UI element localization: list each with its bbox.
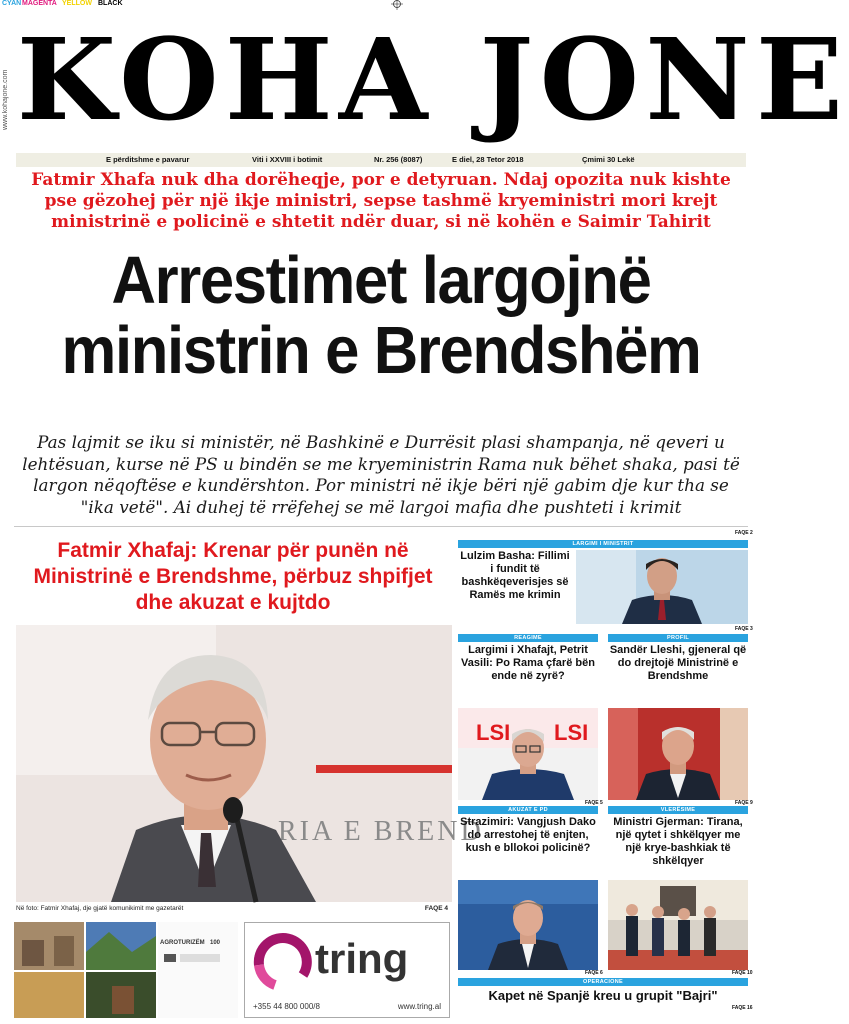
- tring-website: www.tring.al: [397, 1002, 441, 1011]
- issue-volume: Viti i XXVIII i botimit: [252, 155, 323, 164]
- issue-number: Nr. 256 (8087): [374, 155, 423, 164]
- sidebar-col-left-2-label: AKUZAT E PD: [458, 806, 598, 814]
- tring-phone: +355 44 800 000/8: [253, 1002, 320, 1011]
- sidebar-col-left-1-title[interactable]: Largimi i Xhafajt, Petrit Vasili: Po Rama çfarë bën ende në zyrë?: [461, 644, 595, 682]
- sidebar-col-right-2-page: FAQE 10: [732, 970, 753, 976]
- caption-page-number: FAQE 4: [424, 905, 448, 912]
- main-headline[interactable]: [36, 243, 726, 388]
- sidebar-col-right-2-label: VLERËSIME: [608, 806, 748, 814]
- sidebar-col-right-1-label: PROFIL: [608, 634, 748, 642]
- sidebar-top-page: FAQE 3: [735, 626, 753, 632]
- sidebar-bottom-page: FAQE 16: [732, 1005, 753, 1011]
- main-headline-line-1: Arrestimet largojnë: [111, 243, 651, 318]
- sidebar-col-right-2-title[interactable]: Ministri Gjerman: Tirana, një qytet i shkëlqyer me një krye-bashkiak të shkëlqyer: [613, 816, 743, 867]
- sidebar-col-left-1-photo[interactable]: [458, 708, 598, 800]
- sidebar-col-right-1-page: FAQE 9: [735, 800, 753, 806]
- sidebar-col-left-2-photo[interactable]: [458, 880, 598, 970]
- color-label-yellow: YELLOW: [62, 0, 92, 7]
- collage-illustration: [14, 922, 238, 1018]
- sidebar-col-left-2-title[interactable]: Strazimiri: Vangjush Dako do arrestohej të enjten, kush e bllokoi policinë?: [460, 816, 596, 854]
- sidebar-col-left-2-page: FAQE 6: [585, 970, 603, 976]
- lsi-sign-text: LSI: [476, 720, 511, 745]
- red-lead-text: Fatmir Xhafa nuk dha dorëheqje, por e detyruan. Ndaj opozita nuk kishte pse gëzohej për një ikje ministri, sepse tashmë kryeministri mori krejt ministrinë e policinë e shtetit ndër duar, si në kohën e Saimir Tahirit: [31, 170, 731, 232]
- dako-portrait-illustration: [458, 880, 598, 970]
- registration-mark-icon: [391, 0, 403, 10]
- main-story-deck: Pas lajmit se iku si ministër, në Bashkinë e Durrësit plasi shampanja, në qeveri u lehtësuan, kurse në PS u bindën se me kryeministrin Rama nuk bëhet shaka, pasi të largon nëqoftëse e kundërshton. Por ministri në ikje bëri një gabim dje kur tha se "ika vetë". Ai duhej të rrëfehej se më largoi mafia dhe pushteti i krimit: [22, 432, 740, 517]
- tring-advertisement[interactable]: [244, 922, 450, 1018]
- politician-portrait-illustration: [16, 625, 484, 902]
- issue-price: Çmimi 30 Lekë: [582, 155, 635, 164]
- issue-info-bar: [16, 153, 746, 167]
- left-story-headline[interactable]: Fatmir Xhafaj: Krenar për punën në Ministrinë e Brendshme, përbuz shpifjet dhe akuzat e kujtdo: [33, 539, 433, 614]
- sidebar-bottom-title[interactable]: Kapet në Spanjë kreu u grupit "Bajri": [488, 988, 718, 1003]
- color-label-magenta: MAGENTA: [22, 0, 57, 7]
- basha-portrait-illustration: [576, 550, 748, 624]
- photo-background-sign: RIA E BREND: [278, 816, 484, 847]
- main-headline-line-2: ministrin e Brendshëm: [61, 313, 701, 388]
- newspaper-masthead: KOHA JONE: [16, 15, 849, 146]
- sidebar-bottom-label: OPERACIONE: [458, 978, 748, 986]
- sidebar-col-right-2-photo[interactable]: [608, 880, 748, 970]
- color-registration-strip: [0, 0, 762, 12]
- caption-text: Në foto: Fatmir Xhafaj, dje gjatë komunikimit me gazetarët: [16, 905, 184, 912]
- sidebar-top-photo-page: FAQE 2: [735, 530, 753, 536]
- sidebar-col-left-1-page: FAQE 5: [585, 800, 603, 806]
- lleshi-portrait-illustration: [608, 708, 748, 800]
- tring-brand-name: tring: [315, 935, 409, 982]
- color-label-cyan: CYAN: [2, 0, 22, 7]
- issue-date: E diel, 28 Tetor 2018: [452, 155, 524, 164]
- svg-text:LSI: LSI: [554, 720, 589, 745]
- photo-caption: [16, 904, 452, 916]
- collage-label-2: 100: [210, 940, 221, 946]
- website-url-vertical: www.kohajone.com: [2, 69, 9, 130]
- vasili-portrait-illustration: [458, 708, 598, 800]
- issue-frequency: E përditshme e pavarur: [106, 155, 190, 164]
- section-divider: [14, 526, 748, 527]
- collage-label-1: AGROTURIZËM: [160, 940, 205, 946]
- sidebar-top-title[interactable]: Lulzim Basha: Fillimi i fundit të bashkëqeverisjes së Ramës me krimin: [460, 550, 570, 601]
- sidebar-col-right-1-title[interactable]: Sandër Lleshi, gjeneral që do drejtojë Ministrinë e Brendshme: [609, 644, 747, 682]
- sidebar-col-left-1-label: REAGIME: [458, 634, 598, 642]
- main-story-photo[interactable]: [16, 625, 484, 902]
- photo-collage-ad[interactable]: [14, 922, 238, 1018]
- ministers-walking-illustration: [608, 880, 748, 970]
- sidebar-top-label: LARGIMI I MINISTRIT: [458, 540, 748, 548]
- sidebar-top-photo[interactable]: [576, 550, 748, 624]
- color-label-black: BLACK: [98, 0, 123, 7]
- sidebar-col-right-1-photo[interactable]: [608, 708, 748, 800]
